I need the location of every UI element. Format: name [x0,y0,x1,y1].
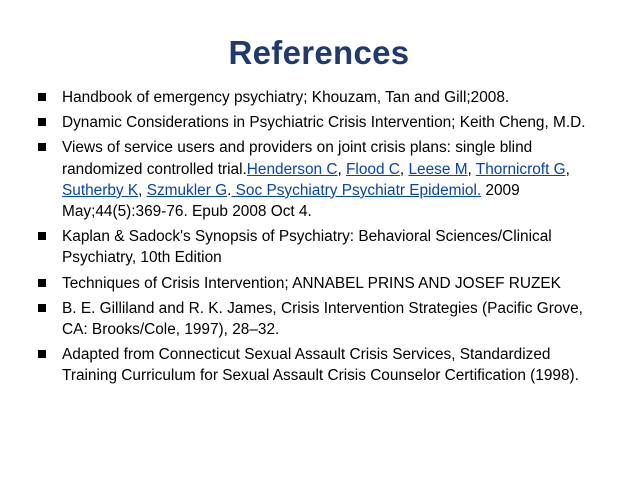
author-link-sutherby[interactable]: Sutherby K [62,181,139,199]
square-bullet-icon [38,93,46,101]
separator: , [467,160,476,178]
separator: , [565,160,570,178]
separator: , [138,181,147,199]
reference-text: Views of service users and providers on joint crisis plans: single blind randomized controlled trial. [62,139,533,178]
reference-text: B. E. Gilliland and R. K. James, Crisis Intervention Strategies (Pacific Grove, CA: Brooks/Cole, 1997), 28–32. [62,299,583,339]
reference-item [36,226,596,268]
reference-text: Adapted from Connecticut Sexual Assault Crisis Services, Standardized Training Curriculum for Sexual Assault Crisis Counselor Certification (1998). [62,346,579,385]
author-link-leese[interactable]: Leese M [408,160,468,178]
author-link-szmukler[interactable]: Szmukler G [146,181,228,199]
reference-text: Handbook of emergency psychiatry; Khouzam, Tan and Gill;2008. [62,89,510,106]
square-bullet-icon [38,350,46,358]
separator: , [399,160,409,178]
reference-item [36,137,596,222]
reference-list [36,87,596,391]
square-bullet-icon [38,232,46,240]
author-link-flood[interactable]: Flood C [346,160,400,178]
reference-text: Dynamic Considerations in Psychiatric Crisis Intervention; Keith Cheng, M.D. [62,114,586,132]
reference-text: Kaplan & Sadock's Synopsis of Psychiatry: Behavioral Sciences/Clinical Psychiatry, 10th Edition [62,228,552,267]
separator: , [337,160,347,178]
reference-text: 2009 May;44(5):369-76. Epub 2008 Oct 4. [62,181,520,221]
square-bullet-icon [38,279,46,287]
author-link-thornicroft[interactable]: Thornicroft G [475,160,566,178]
reference-item [36,273,596,294]
author-link-henderson[interactable]: Henderson C [246,160,338,178]
reference-item [36,298,596,340]
square-bullet-icon [38,118,46,126]
square-bullet-icon [38,304,46,312]
slide-title: References [228,34,410,71]
reference-item [36,344,596,386]
reference-item [36,112,596,133]
separator: . [227,181,232,199]
journal-link[interactable]: Soc Psychiatry Psychiatr Epidemiol. [231,181,482,199]
reference-text: Techniques of Crisis Intervention; ANNABEL PRINS AND JOSEF RUZEK [62,274,561,292]
reference-item [36,87,596,108]
square-bullet-icon [38,143,46,151]
